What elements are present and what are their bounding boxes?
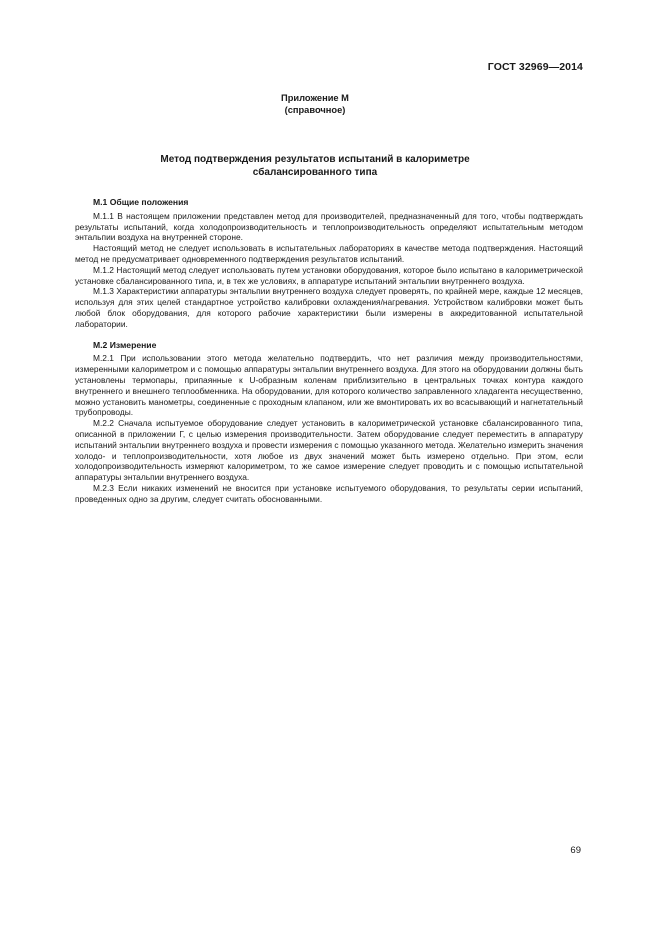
paragraph: Настоящий метод не следует использовать в испытательных лабораториях в качестве метода подтверждения. Настоящий метод не предусматривает одновременного подтверждения результатов испытаний. xyxy=(75,243,583,264)
paragraph: М.2.3 Если никаких изменений не вносится при установке испытуемого оборудования, то результаты серии испытаний, проведенных одно за другим, следует считать обоснованными. xyxy=(75,482,583,504)
section-general xyxy=(75,197,583,330)
section-heading: М.2 Измерение xyxy=(93,339,157,350)
title-line-1: Метод подтверждения результатов испытаний в калориметре xyxy=(160,154,470,165)
paragraph: М.2.2 Сначала испытуемое оборудование следует установить в калориметрической установке сбалансированного типа, описанной в приложении Г, с целью измерения производительности. Затем оборудование следует переместить в аппаратуру испытаний энтальпии внутреннего воздуха и провести измерения с помощью указанного метода. Желательно измерить значения холодо- и теплопроизводительности, хотя любое из двух значений может быть измерено отдельно. При этом, если холодопроизводительность измеряют калориметром, то же самое измерение следует проводить и с помощью испытательной аппаратуры энтальпии внутреннего воздуха. xyxy=(75,418,583,483)
paragraph: М.1.2 Настоящий метод следует использовать путем установки оборудования, которое было испытано в калориметрической установке сбалансированного типа, и, в тех же условиях, в аппаратуре испытаний энтальпии внутреннего воздуха. xyxy=(75,264,583,286)
appendix-heading xyxy=(0,92,630,116)
page-number: 69 xyxy=(570,845,581,856)
appendix-title xyxy=(0,153,630,179)
paragraph: М.1.1 В настоящем приложении представлен метод для производителей, предназначенный для того, чтобы подтверждать результаты испытаний, когда холодопроизводительность и теплопроизводительность определяют испытательным методом энтальпии воздуха на внутренней стороне. xyxy=(75,210,583,243)
appendix-label: Приложение М xyxy=(281,93,349,103)
section-measurement xyxy=(75,340,583,505)
section-heading: М.1 Общие положения xyxy=(93,197,189,207)
document-body xyxy=(75,197,583,505)
title-line-2: сбалансированного типа xyxy=(252,167,378,178)
appendix-type: (справочное) xyxy=(284,105,346,115)
paragraph: М.1.3 Характеристики аппаратуры энтальпии внутреннего воздуха следует проверять, по крайней мере, каждые 12 месяцев, используя для этих целей стандартное устройство калибровки охлаждения/нагревания. Устройством калибровки может быть любой блок оборудования, для которого рабочие характеристики были измерены в аккредитованной испытательной лаборатории. xyxy=(75,286,583,329)
paragraph: М.2.1 При использовании этого метода желательно подтвердить, что нет различия между производительностями, измеренными калориметром и с помощью аппаратуры энтальпии внутреннего воздуха. Для этого на оборудовании должны быть установлены термопары, припаянные к U-образным коленам приблизительно в центральных точках контура каждого внутреннего и внешнего теплообменника. На оборудовании, для которого количество заправленного хладагента несущественно, можно установить манометры, соединенные с проходным клапаном, или же вмонтировать их во всасывающий и нагнетательный трубопроводы. xyxy=(75,353,583,418)
document-id: ГОСТ 32969—2014 xyxy=(487,61,583,73)
